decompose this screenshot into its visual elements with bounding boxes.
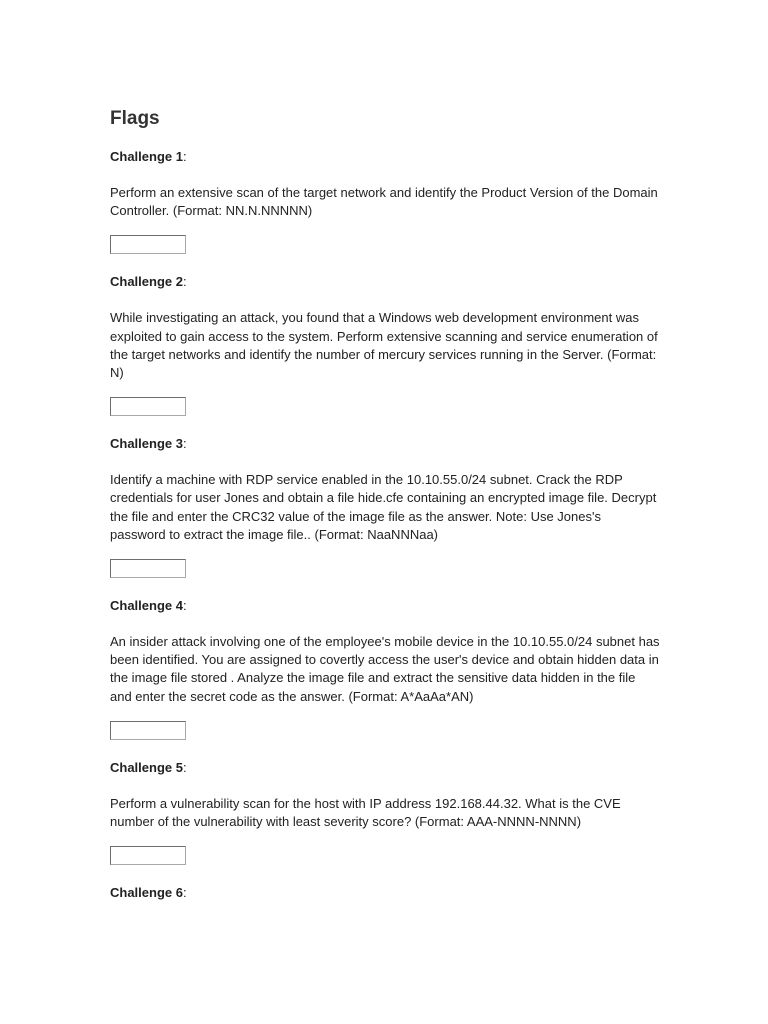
challenge-label: Challenge 5 [110,759,183,775]
answer-input-3[interactable] [110,559,186,578]
challenge-4 [110,597,660,740]
challenge-suffix: : [182,598,187,614]
challenge-suffix: : [182,759,187,775]
challenge-heading [110,435,660,453]
challenge-1 [110,148,660,254]
challenge-description: Perform a vulnerability scan for the host with IP address 192.168.44.32. What is the CVE number of the vulnerability with least severity score? (Format: AAA-NNNN-NNNN) [110,795,621,830]
challenge-label: Challenge 3 [110,436,183,452]
challenge-description: Perform an extensive scan of the target network and identify the Product Version of the Domain Controller. (Format: NN.N.NNNNN) [110,185,658,219]
answer-input-1[interactable] [110,235,186,254]
challenge-3 [110,435,660,578]
challenge-heading [110,884,660,902]
challenge-label: Challenge 4 [110,598,183,614]
challenge-suffix: : [182,149,187,164]
challenge-5 [110,759,660,865]
challenge-suffix: : [182,885,187,901]
challenge-heading [110,273,660,291]
challenge-6 [110,884,660,902]
challenge-description: An insider attack involving one of the employee's mobile device in the 10.10.55.0/24 subnet has been identified. You are assigned to covertly access the user's device and obtain hidden data in the image file stored . Analyze the image file and extract the sensitive data hidden in the file and enter the secret code as the answer. (Format: A*AaAa*AN) [110,634,660,704]
challenge-suffix: : [182,274,187,290]
challenge-label: Challenge 1 [110,149,183,164]
page-title: Flags [110,108,160,129]
challenge-label: Challenge 6 [110,885,183,901]
challenge-description: While investigating an attack, you found that a Windows web development environment was exploited to gain access to the system. Perform extensive scanning and service enumeration of the target networks and identify the number of mercury services running in the Server. (Format: N) [110,310,658,381]
answer-input-2[interactable] [110,397,186,416]
challenge-2 [110,273,660,416]
answer-input-5[interactable] [110,846,186,865]
challenge-description: Identify a machine with RDP service enabled in the 10.10.55.0/24 subnet. Crack the RDP credentials for user Jones and obtain a file hide.cfe containing an encrypted image file. Decrypt the file and enter the CRC32 value of the image file as the answer. Note: Use Jones's password to extract the image file.. (Format: NaaNNNaa) [110,472,657,542]
challenge-label: Challenge 2 [110,274,183,290]
document-page [110,108,660,920]
challenge-heading [110,148,660,166]
challenge-suffix: : [182,436,187,452]
challenge-heading [110,759,660,777]
challenge-heading [110,597,660,615]
answer-input-4[interactable] [110,721,186,740]
